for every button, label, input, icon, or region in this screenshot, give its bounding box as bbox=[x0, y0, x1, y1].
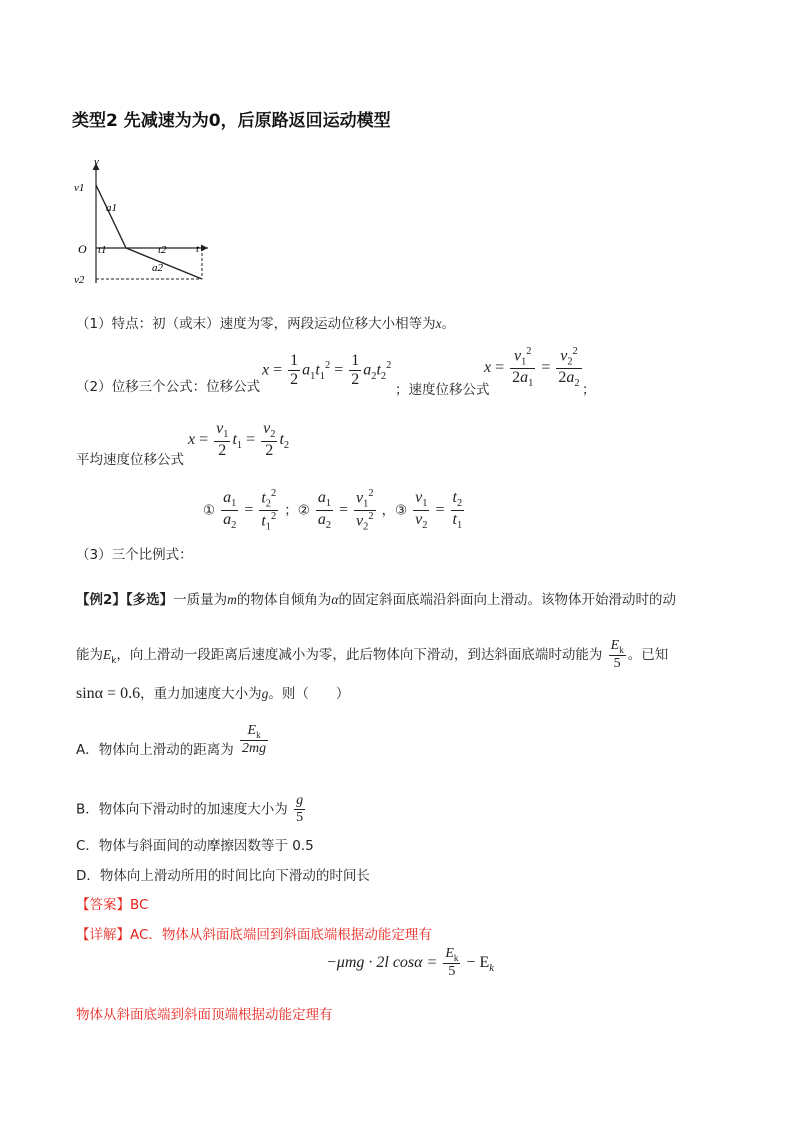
a2-label: a2 bbox=[152, 262, 163, 274]
option-d: D．物体向上滑动所用的时间比向下滑动的时间长 bbox=[76, 868, 370, 884]
velocity-formula-label: ；速度位移公式 bbox=[395, 382, 490, 398]
velocity-displacement-formula: x = $\frac{v_1^2}{2a_1}$ = $\frac{v_2^2}{2a_2}$ bbox=[484, 346, 580, 390]
ratio-label: （3）三个比例式： bbox=[76, 547, 193, 563]
detail-line-2: 物体从斜面底端到斜面顶端根据动能定理有 bbox=[76, 1007, 333, 1023]
ratio-formulas: ① $\frac{a_1}{a_2}$ = $\frac{t_2^2}{t_1^2}$ ；② $\frac{a_1}{a_2}$ = $\frac{v_1^2}{v_2^2}$ ，③ $\frac{v_1}{v_2}$ = $\frac{t_2}{t_1}$ bbox=[203, 488, 463, 533]
displacement-formula: x = $\frac{1}{2}$ $a_1t_1^2$ = $\frac{1}{2}$ $a_2t_2^2$ bbox=[262, 352, 392, 389]
a1-label: a1 bbox=[106, 202, 117, 214]
example-tag: 【例2】【多选】 bbox=[76, 592, 174, 608]
feature-line: （1）特点：初（或末）速度为零，两段运动位移大小相等为x。 bbox=[76, 316, 456, 332]
example-line2: 能为$E_k$，向上滑动一段距离后速度减小为零，此后物体向下滑动，到达斜面底端时动能为 $\frac{E_k}{5}$ 。已知 bbox=[76, 638, 669, 672]
energy-equation: −μmg · 2l cosα = $\frac{E_k}{5}$ − $E_k$ bbox=[326, 946, 494, 980]
answer: 【答案】BC bbox=[76, 897, 149, 913]
average-velocity-formula: x = $\frac{v_1}{2}$ $t_1$ = $\frac{v_2}{2}$ $t_2$ bbox=[188, 420, 290, 460]
detail-line: 【详解】AC．物体从斜面底端回到斜面底端根据动能定理有 bbox=[76, 927, 432, 943]
v-axis-label: v bbox=[94, 156, 99, 168]
v2-label: v2 bbox=[74, 274, 85, 286]
average-velocity-label: 平均速度位移公式 bbox=[76, 452, 184, 468]
formula-label: （2）位移三个公式：位移公式 bbox=[76, 379, 261, 395]
t2-label: t2 bbox=[158, 244, 167, 256]
t1-label: t1 bbox=[98, 244, 107, 256]
option-b: B．物体向下滑动时的加速度大小为 $\frac{g}{5}$ bbox=[76, 793, 304, 826]
t-axis-label: t bbox=[196, 243, 200, 255]
semicolon: ； bbox=[582, 382, 596, 398]
option-c: C．物体与斜面间的动摩擦因数等于 0.5 bbox=[76, 838, 314, 854]
section-heading: 类型2 先减速为为0，后原路返回运动模型 bbox=[72, 111, 391, 131]
origin-label: O bbox=[78, 242, 87, 256]
decel-segment bbox=[96, 185, 126, 248]
v1-label: v1 bbox=[74, 182, 85, 194]
option-a: A．物体向上滑动的距离为 $\frac{E_k}{2mg}$ bbox=[76, 723, 267, 759]
example-line3: sinα = 0.6，重力加速度大小为g。则（ ） bbox=[76, 685, 350, 702]
vt-graph bbox=[68, 155, 228, 290]
example-line1: 【例2】【多选】一质量为m的物体自倾角为α的固定斜面底端沿斜面向上滑动。该物体开始滑动时的动 bbox=[76, 592, 676, 608]
